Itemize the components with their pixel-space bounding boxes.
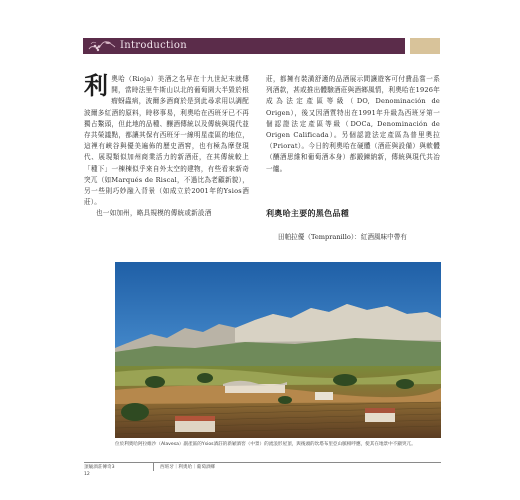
right-text-column [266, 74, 440, 175]
page-number: 12 [84, 472, 90, 477]
left-text-column [84, 71, 249, 220]
vineyard-landscape-photo [115, 262, 441, 438]
header-tab-block [410, 38, 440, 54]
section-heading: 利奧哈主要的黑色品種 [266, 208, 349, 218]
chapter-title: Introduction [120, 40, 187, 51]
right-paragraph: 莊，都擁有裝潢舒適的品酒展示間讓遊客可付費品嘗一系列酒款，甚或推出體驗酒莊與酒鄉風情，利奧哈在1926年成為法定產區等級（DO, Denominación de Origen），後又因酒質特出在1991年升級為西班牙第一個認證法定產區等級（DOCa, Denominación de Origen Calificada）。另個認證法定產區為普里奧拉（Priorat）。今日的利奧哈在硬體（酒莊與設備）與軟體（釀酒思維和葡萄酒本身）都鍛鍊納新，傳統與現代共冶一爐。 [266, 75, 440, 173]
intro-paragraph-text: 奧哈（Rioja）美酒之名早在十九世紀末就傳開，當時法里牛斯山以北的葡萄園大半毀於根瘤蚜蟲病，波爾多酒商於是到此尋求用以調配波爾多紅酒的原料，時移事易，利奧哈在西班牙已不再獨占鰲頭，但此地的品種、釀酒傳統以及傳統與現代並存共榮議點，都讓其保有西班牙一線明星產區的地位，這裡有峽谷與優美遍佈的歷史酒窖，也有極為摩登現代、展現類似加州商業活力的新酒莊，在其傳統較上「種下」一棟棟似乎來自外太空的建物，有些看來新奇突兀（如Marqués de Riscal，不過比為老顧新貌），另一些則巧妙融入背景（如成立於2001年的Ysios酒莊）。 [84, 75, 249, 207]
photo-caption: 位於利奧哈阿拉維沙（Alavesa）副產區的Ysios酒莊的新穎酒窖（中景）的流浪形屋頂，與後頭的坎塔布里亞山脈相呼應，使其在地景中不顯突兀。 [115, 442, 416, 447]
drop-cap: 利 [84, 71, 109, 100]
grape-vine-icon [87, 39, 117, 53]
chapter-header-bar [83, 38, 405, 54]
footer-book-title: 頂級酒莊傳奇3 [84, 465, 115, 470]
footer-divider [153, 463, 154, 471]
second-paragraph: 也一如加州，略具規模的傳統或新設酒 [96, 209, 212, 218]
footer-rule [84, 462, 441, 463]
section-text: 田帕拉優（Tempranillo）：紅酒風味中帶有 [278, 233, 407, 241]
footer-chapter-path: 西班牙｜利奧哈｜葡萄酒鄉 [160, 465, 216, 470]
intro-paragraph [84, 71, 249, 208]
